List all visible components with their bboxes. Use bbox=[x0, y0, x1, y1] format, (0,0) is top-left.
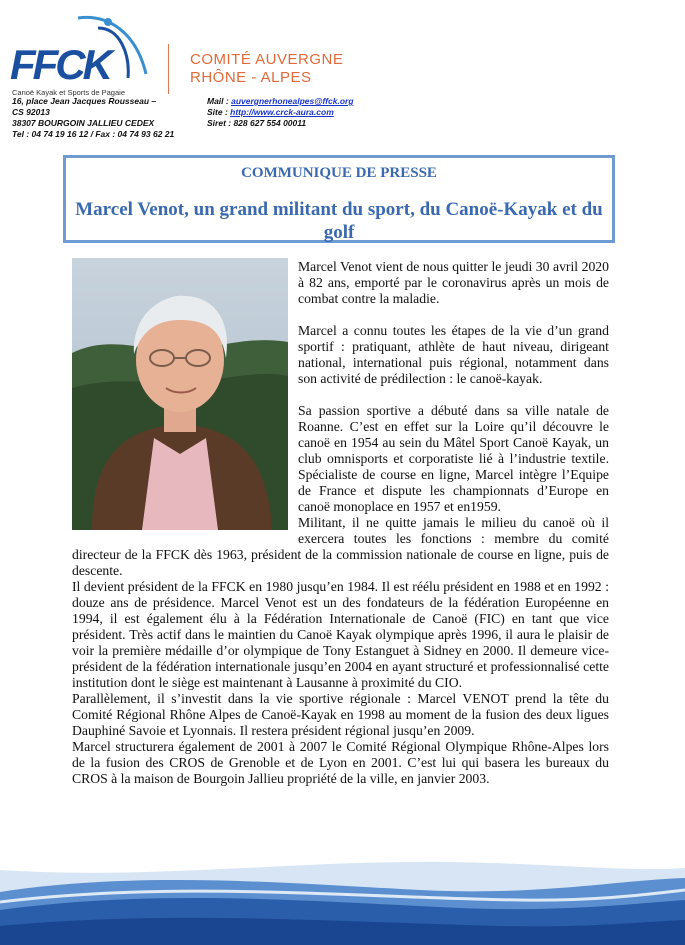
siret-line: Siret : 828 627 554 00011 bbox=[207, 118, 307, 128]
paragraph-3: Sa passion sportive a débuté dans sa ville natale de Roanne. C’est en effet sur la Loire qu’il découvre le canoë en 1954 au sein du Mâtel Sport Canoë Kayak, un club omnisports et corporatiste lié à l’industrie textile. Spécialiste de course en ligne, Marcel intègre l’Equipe de France et dispute les championnats d’Europe en canoë monoplace en 1957 et en1959. bbox=[298, 403, 609, 514]
address-line: CS 92013 bbox=[12, 107, 50, 117]
paragraph-7: Marcel structurera également de 2001 à 2007 le Comité Régional Olympique Rhône-Alpes lors de la fusion des CROS de Grenoble et de Lyon en 2001. C’est lui qui basera les bureaux du CROS à la maison de Bourgoin Jallieu propriété de la ville, en janvier 2003. bbox=[72, 739, 609, 786]
wave-footer bbox=[0, 840, 685, 945]
press-label: COMMUNIQUE DE PRESSE bbox=[241, 165, 437, 181]
logo-tagline: Canoë Kayak et Sports de Pagaie bbox=[12, 88, 125, 97]
site-label: Site : bbox=[207, 107, 231, 117]
press-release-box bbox=[63, 155, 615, 243]
contact-info bbox=[207, 96, 354, 129]
ffck-logo bbox=[8, 14, 158, 97]
article-body bbox=[72, 259, 609, 787]
postal-address bbox=[12, 96, 174, 140]
press-title: Marcel Venot, un grand militant du sport, du Canoë-Kayak et du golf bbox=[75, 199, 603, 243]
paragraph-4: Militant, il ne quitte jamais le milieu du canoë où il exercera toutes les fonctions : membre du comité directeur de la FFCK dès 1963, président de la commission nationale de course en ligne, puis de descente. bbox=[72, 515, 609, 578]
committee-line-1: COMITÉ AUVERGNE bbox=[190, 51, 344, 68]
site-line bbox=[207, 107, 354, 118]
paragraph-2: Marcel a connu toutes les étapes de la vie d’un grand sportif : pratiquant, athlète de haut niveau, dirigeant national, international puis régional, notamment dans son activité de prédilection : le canoë-kayak. bbox=[298, 323, 609, 386]
address-line: 16, place Jean Jacques Rousseau – bbox=[12, 96, 157, 106]
paragraph-1: Marcel Venot vient de nous quitter le jeudi 30 avril 2020 à 82 ans, emporté par le coronavirus après un mois de combat contre la maladie. bbox=[298, 259, 609, 306]
mail-link[interactable]: auvergnerhonealpes@ffck.org bbox=[231, 96, 354, 106]
photo-float-spacer bbox=[72, 259, 288, 545]
committee-line-2: RHÔNE - ALPES bbox=[190, 69, 312, 86]
site-link[interactable]: http://www.crck-aura.com bbox=[230, 107, 334, 117]
mail-label: Mail : bbox=[207, 96, 232, 106]
paragraph-6: Parallèlement, il s’investit dans la vie sportive régionale : Marcel VENOT prend la tête du Comité Régional Rhône Alpes de Canoë-Kayak en 1998 au moment de la fusion des deux ligues Dauphiné Savoie et Lyonnais. Il restera président régional jusqu’en 2009. bbox=[72, 691, 609, 738]
logo-text: FFCK bbox=[10, 41, 110, 88]
mail-line bbox=[207, 96, 354, 107]
paragraph-5: Il devient président de la FFCK en 1980 jusqu’en 1984. Il est réélu président en 1988 et en 1992 : douze ans de présidence. Marcel Venot est un des fondateurs de la fédération Européenne en 1994, il est également élu à la Fédération Internationale de Canoë (FIC) en tant que vice président. Très actif dans le maintien du Canoë Kayak olympique après 1996, il aura le plaisir de voir la première médaille d’or olympique de Tony Estanguet à Sidney en 2000. Il demeure vice-président de la fédération internationale jusqu’en 2004 en ayant structuré et professionnalisé cette institution dont le siège est maintenant à Lausanne à proximité du CIO. bbox=[72, 579, 609, 690]
header-divider bbox=[168, 44, 169, 94]
committee-name bbox=[190, 51, 343, 87]
address-line: 38307 BOURGOIN JALLIEU CEDEX bbox=[12, 118, 155, 128]
phone-fax-line: Tel : 04 74 19 16 12 / Fax : 04 74 93 62 21 bbox=[12, 129, 175, 139]
